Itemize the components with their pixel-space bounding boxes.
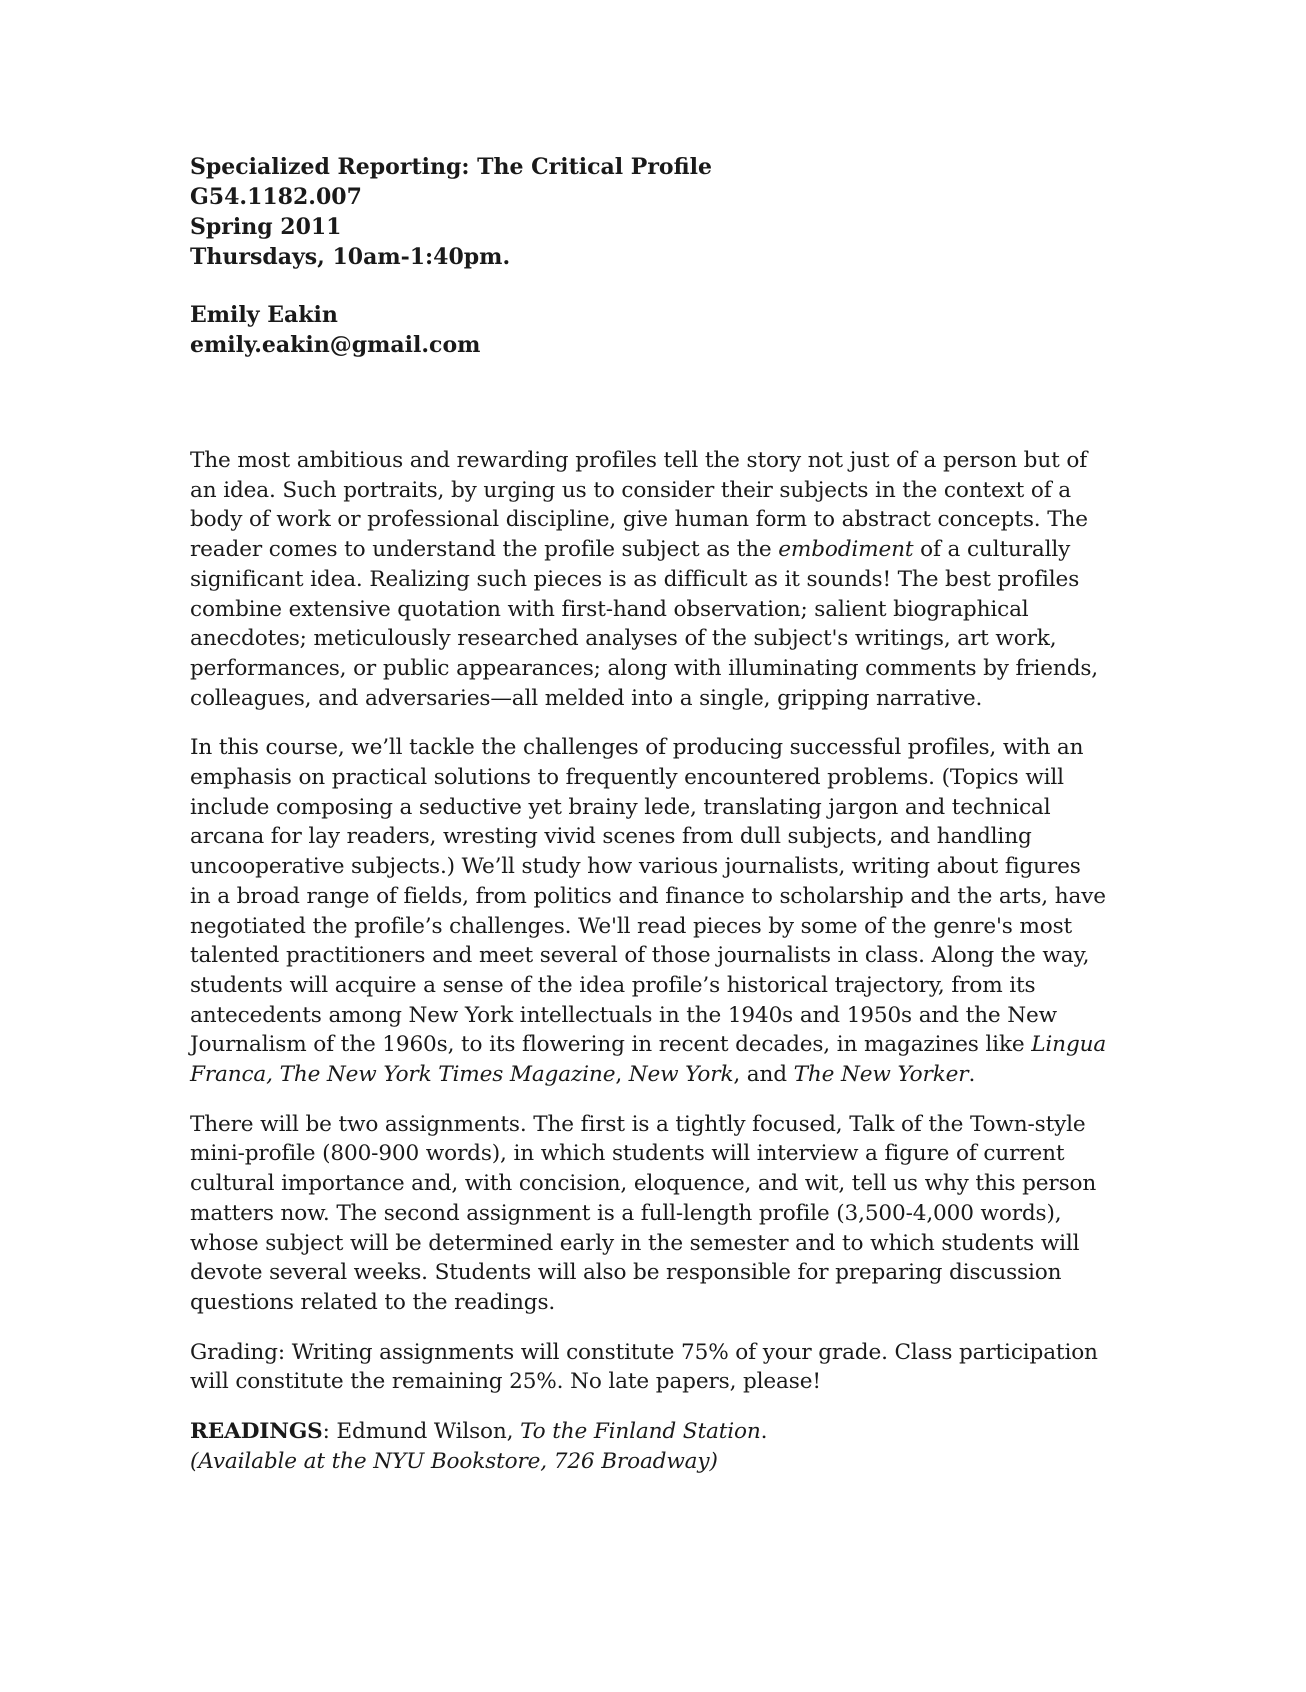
- emphasis-text: embodiment: [778, 537, 914, 563]
- instructor-name: Emily Eakin: [190, 302, 338, 328]
- text-line: cultural importance and, with concision, eloquence, and wit, tell us why this person: [190, 1171, 1097, 1197]
- text-line: In this course, we’ll tackle the challenges of producing successful profiles, with an: [190, 735, 1084, 761]
- text-line: will constitute the remaining 25%. No late papers, please!: [190, 1369, 821, 1395]
- text-line: body of work or professional discipline, give human form to abstract concepts. The: [190, 507, 1088, 533]
- readings-label: READINGS: [190, 1419, 323, 1445]
- text-line: mini-profile (800-900 words), in which students will interview a figure of current: [190, 1141, 1065, 1167]
- emphasis-text: New York: [628, 1062, 734, 1088]
- course-schedule: Thursdays, 10am-1:40pm.: [190, 244, 511, 270]
- text-line: [190, 1447, 1120, 1477]
- text-line: colleagues, and adversaries—all melded into a single, gripping narrative.: [190, 685, 983, 711]
- text-line: The most ambitious and rewarding profiles tell the story not just of a person but of: [190, 448, 1088, 473]
- text-line: in a broad range of fields, from politics and finance to scholarship and the arts, have: [190, 883, 1106, 909]
- text-fragment: , and: [733, 1062, 794, 1088]
- paragraph-assignments: [190, 1110, 1120, 1318]
- text-line: significant idea. Realizing such pieces is as difficult as it sounds! The best profiles: [190, 566, 1080, 592]
- text-line: devote several weeks. Students will also be responsible for preparing discussion: [190, 1260, 1062, 1286]
- syllabus-page: [190, 152, 1120, 1497]
- emphasis-text: Lingua: [1031, 1032, 1107, 1058]
- text-line: Grading: Writing assignments will constitute 75% of your grade. Class participation: [190, 1339, 1098, 1365]
- course-header: [190, 152, 1120, 272]
- text-line: combine extensive quotation with first-hand observation; salient biographical: [190, 596, 1029, 622]
- emphasis-text: The New Yorker: [793, 1062, 969, 1088]
- text-fragment: of a culturally: [913, 537, 1071, 563]
- text-line: whose subject will be determined early in the semester and to which students will: [190, 1230, 1080, 1256]
- text-fragment: reader comes to understand the profile subject as the: [190, 537, 779, 563]
- paragraph-course-overview: [190, 733, 1120, 1089]
- emphasis-text: Franca, The New York Times Magazine: [190, 1062, 616, 1088]
- text-fragment: .: [968, 1062, 976, 1088]
- instructor-block: [190, 300, 1120, 360]
- course-title: Specialized Reporting: The Critical Profile: [190, 154, 712, 180]
- text-line: matters now. The second assignment is a full-length profile (3,500-4,000 words),: [190, 1200, 1062, 1226]
- text-line: [190, 1060, 1120, 1090]
- instructor-email[interactable]: emily.eakin@gmail.com: [190, 332, 481, 358]
- text-line: include composing a seductive yet brainy lede, translating jargon and technical: [190, 794, 1051, 820]
- text-fragment: .: [760, 1419, 768, 1445]
- readings-availability: (Available at the NYU Bookstore, 726 Broadway): [190, 1448, 718, 1474]
- text-line: There will be two assignments. The first is a tightly focused, Talk of the Town-style: [190, 1111, 1086, 1137]
- text-line: students will acquire a sense of the idea profile’s historical trajectory, from its: [190, 972, 1036, 998]
- text-line: an idea. Such portraits, by urging us to consider their subjects in the context of a: [190, 477, 1072, 503]
- readings-section: [190, 1417, 1120, 1476]
- text-line: negotiated the profile’s challenges. We'll read pieces by some of the genre's most: [190, 913, 1073, 939]
- text-fragment: : Edmund Wilson,: [322, 1419, 521, 1445]
- text-fragment: ,: [615, 1062, 629, 1088]
- text-line: [190, 535, 1120, 565]
- text-line: talented practitioners and meet several of those journalists in class. Along the way,: [190, 943, 1090, 969]
- text-line: [190, 1030, 1120, 1060]
- text-line: emphasis on practical solutions to frequently encountered problems. (Topics will: [190, 765, 1064, 791]
- text-line: arcana for lay readers, wresting vivid scenes from dull subjects, and handling: [190, 824, 1032, 850]
- text-line: [190, 1417, 1120, 1447]
- text-line: questions related to the readings.: [190, 1289, 556, 1315]
- text-line: uncooperative subjects.) We’ll study how various journalists, writing about figures: [190, 854, 1081, 880]
- course-term: Spring 2011: [190, 214, 342, 240]
- course-description: [190, 446, 1120, 1477]
- reading-title: To the Finland Station: [520, 1419, 761, 1445]
- paragraph-intro: [190, 446, 1120, 713]
- text-line: antecedents among New York intellectuals in the 1940s and 1950s and the New: [190, 1002, 1057, 1028]
- text-line: performances, or public appearances; along with illuminating comments by friends,: [190, 655, 1099, 681]
- text-line: anecdotes; meticulously researched analyses of the subject's writings, art work,: [190, 626, 1057, 652]
- paragraph-grading: [190, 1338, 1120, 1397]
- course-code: G54.1182.007: [190, 184, 362, 210]
- text-fragment: Journalism of the 1960s, to its flowering in recent decades, in magazines like: [190, 1032, 1032, 1058]
